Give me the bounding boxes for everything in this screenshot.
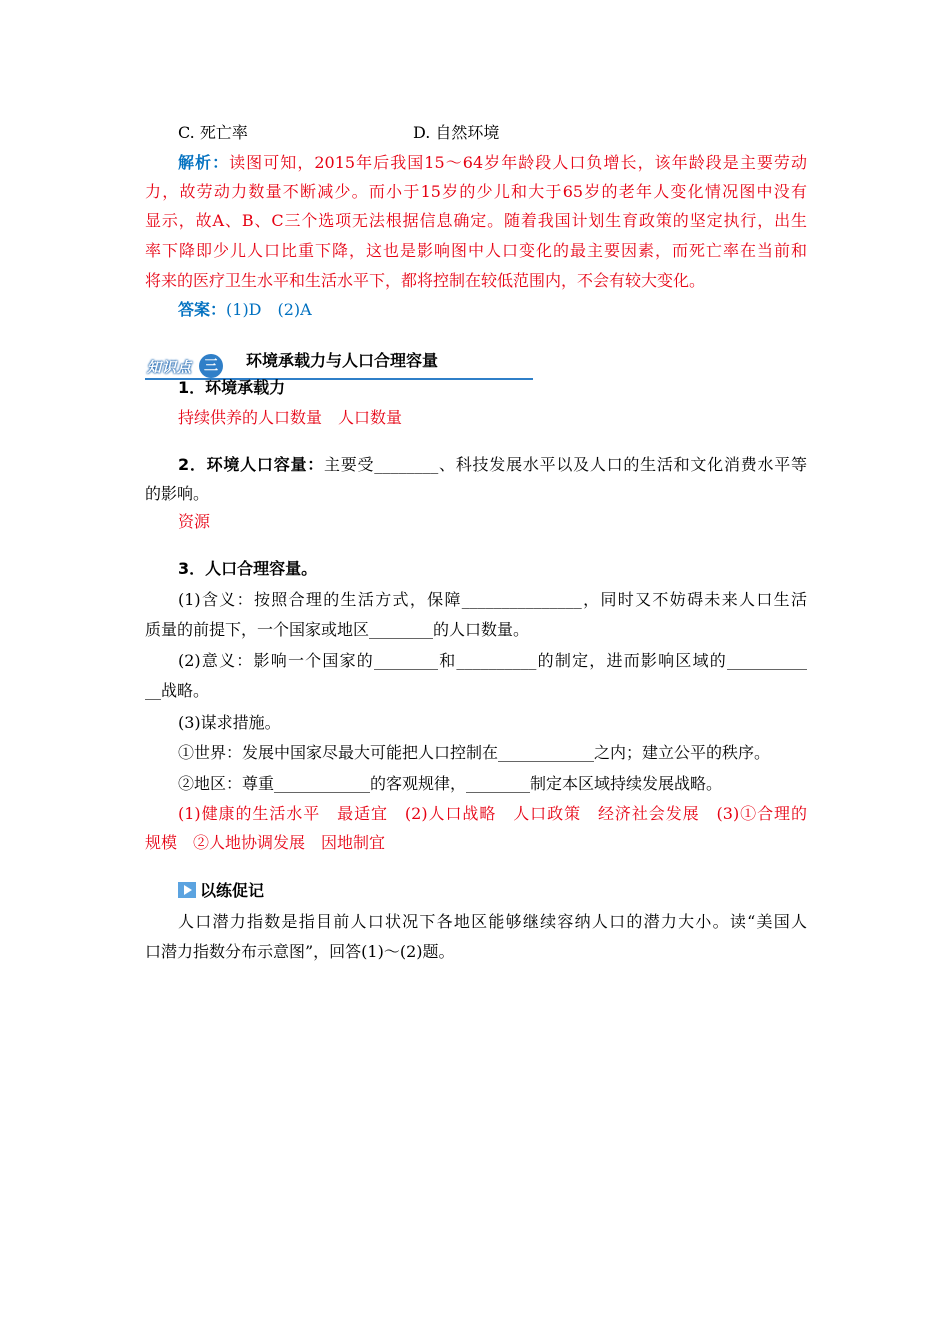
item3-3: (3)谋求措施。 [178, 713, 281, 732]
play-icon [178, 882, 196, 898]
analysis-line-3: 显示，故A、B、C三个选项无法根据信息确定。随着我国计划生育政策的坚定执行，出生 [145, 211, 807, 230]
item2-title: 2．环境人口容量： [178, 455, 324, 474]
section-header [145, 350, 533, 380]
item2-line-2: 的影响。 [145, 484, 210, 503]
section-title: 环境承载力与人口合理容量 [246, 351, 439, 370]
option-c: C. 死亡率 [178, 123, 248, 142]
analysis-line-2: 力，故劳动力数量不断减少。而小于15岁的少儿和大于65岁的老年人变化情况图中没有 [145, 182, 807, 201]
item3-1-line-2: 质量的前提下，一个国家或地区________的人口数量。 [145, 620, 530, 639]
answer-line [178, 299, 312, 321]
item3-3-world: ①世界：发展中国家尽最大可能把人口控制在____________之内；建立公平的秩序。 [178, 743, 771, 762]
item3-2-line-1: (2)意义：影响一个国家的________和__________的制定，进而影响区域的__________ [178, 651, 807, 670]
badge-number: 三 [199, 354, 223, 378]
knowledge-point-badge [145, 354, 239, 378]
answer-label: 答案： [178, 300, 227, 319]
item3-answer-line-2: 规模 ②人地协调发展 因地制宜 [145, 833, 386, 852]
item3-3-region: ②地区：尊重____________的客观规律，________制定本区域持续发展战略。 [178, 774, 723, 793]
item2-line-1: 2．环境人口容量：主要受________、科技发展水平以及人口的生活和文化消费水平等 [178, 455, 807, 474]
option-d: D. 自然环境 [413, 123, 500, 142]
item3-1-line-1: (1)含义：按照合理的生活方式，保障_______________，同时又不妨碍未来人口生活 [178, 590, 807, 609]
analysis-line-5: 将来的医疗卫生水平和生活水平下，都将控制在较低范围内，不会有较大变化。 [145, 271, 706, 290]
item2-answer: 资源 [178, 512, 211, 531]
practice-line-2: 口潜力指数分布示意图”，回答(1)～(2)题。 [145, 942, 455, 961]
item3-2-line-2: __战略。 [145, 681, 210, 700]
practice-line-1: 人口潜力指数是指目前人口状况下各地区能够继续容纳人口的潜力大小。读“美国人 [178, 912, 807, 931]
analysis-line-1: 解析：读图可知，2015年后我国15～64岁年龄段人口负增长，该年龄段是主要劳动 [178, 153, 807, 172]
item3-title: 3．人口合理容量。 [178, 559, 318, 578]
item1-title: 1．环境承载力 [178, 378, 286, 397]
answer-text: (1)D (2)A [226, 300, 312, 319]
analysis-label: 解析： [178, 153, 230, 172]
practice-heading [178, 880, 264, 902]
analysis-line-4: 率下降即少儿人口比重下降，这也是影响图中人口变化的最主要因素，而死亡率在当前和 [145, 241, 807, 260]
item1-answer: 持续供养的人口数量 人口数量 [178, 408, 403, 427]
badge-label: 知识点 [147, 360, 192, 376]
practice-label: 以练促记 [200, 881, 265, 900]
item3-answer-line-1: (1)健康的生活水平 最适宜 (2)人口战略 人口政策 经济社会发展 (3)①合理的 [178, 804, 807, 823]
